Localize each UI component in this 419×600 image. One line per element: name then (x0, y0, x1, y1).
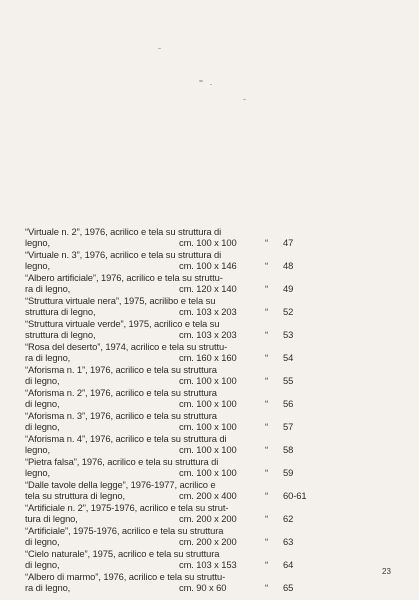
catalog-entry (25, 295, 330, 318)
ditto-mark: “ (265, 260, 269, 272)
entry-title-line: “Aforisma n. 4”, 1976, acrilico e tela su struttura di (25, 433, 227, 444)
entry-title-line: “Virtuale n. 2”, 1976, acrilico e tela su struttura di (25, 226, 222, 237)
catalog-entry (25, 341, 330, 364)
entry-page-ref: 57 (283, 421, 294, 433)
ditto-mark: “ (265, 444, 269, 456)
entry-title-line: “Cielo naturale”, 1975, acrilico e tela su struttura (25, 548, 220, 559)
entry-title-line: “Virtuale n. 3”, 1976, acrilico e tela su struttura di (25, 249, 222, 260)
entry-title-line: “Aforisma n. 2”, 1976, acrilico e tela su struttura (25, 387, 217, 398)
entry-support-line: tura di legno, (25, 513, 78, 525)
entry-dimensions: cm. 103 x 153 (179, 559, 237, 571)
entry-dimensions: cm. 200 x 200 (179, 513, 237, 525)
catalog-entry (25, 364, 330, 387)
ditto-mark: “ (265, 237, 269, 249)
entry-page-ref: 55 (283, 375, 294, 387)
entry-page-ref: 58 (283, 444, 294, 456)
entry-page-ref: 52 (283, 306, 294, 318)
entry-dimensions: cm. 160 x 160 (179, 352, 237, 364)
catalog-entry (25, 456, 330, 479)
entry-dimensions: cm. 90 x 60 (179, 582, 227, 594)
catalog-entry (25, 249, 330, 272)
entry-page-ref: 56 (283, 398, 294, 410)
entry-support-line: legno, (25, 444, 50, 456)
page-number: 23 (382, 567, 391, 576)
ditto-mark: “ (265, 306, 269, 318)
catalog-entry (25, 479, 330, 502)
entry-support-line: ra di legno, (25, 352, 71, 364)
entry-support-line: ra di legno, (25, 283, 71, 295)
catalog-entry (25, 571, 330, 594)
ditto-mark: “ (265, 513, 269, 525)
entry-title-line: “Albero di marmo”, 1976, acrilico e tela su struttu- (25, 571, 226, 582)
entry-dimensions: cm. 100 x 100 (179, 398, 237, 410)
entry-support-line: legno, (25, 467, 50, 479)
entry-support-line: di legno, (25, 536, 60, 548)
entry-support-line: legno, (25, 260, 50, 272)
entry-support-line: struttura di legno, (25, 306, 96, 318)
entry-page-ref: 59 (283, 467, 294, 479)
entry-support-line: di legno, (25, 559, 60, 571)
paper-speck (243, 99, 246, 100)
entry-title-line: “Dalle tavole della legge”, 1976-1977, acrilico e (25, 479, 216, 490)
catalog-entry (25, 272, 330, 295)
entry-dimensions: cm. 100 x 100 (179, 444, 237, 456)
catalog-entry (25, 318, 330, 341)
entry-dimensions: cm. 200 x 400 (179, 490, 237, 502)
entry-title-line: “Struttura virtuale nera”, 1975, acrilibo e tela su (25, 295, 216, 306)
ditto-mark: “ (265, 582, 269, 594)
entry-title-line: “Artificiale”, 1975-1976, acrilico e tela su struttura (25, 525, 224, 536)
ditto-mark: “ (265, 536, 269, 548)
entry-dimensions: cm. 100 x 100 (179, 375, 237, 387)
entry-dimensions: cm. 100 x 146 (179, 260, 237, 272)
entry-support-line: di legno, (25, 421, 60, 433)
entry-page-ref: 53 (283, 329, 294, 341)
entry-title-line: “Artificiale n. 2”, 1975-1976, acrilico e tela su strut- (25, 502, 229, 513)
entry-support-line: legno, (25, 237, 50, 249)
catalog-entry (25, 525, 330, 548)
entry-dimensions: cm. 100 x 100 (179, 421, 237, 433)
entry-title-line: “Rosa del deserto”, 1974, acrilico e tela su struttu- (25, 341, 228, 352)
entry-dimensions: cm. 100 x 100 (179, 467, 237, 479)
entry-title-line: “Aforisma n. 3”, 1976, acrilico e tela su struttura (25, 410, 217, 421)
entry-support-line: ra di legno, (25, 582, 71, 594)
ditto-mark: “ (265, 559, 269, 571)
ditto-mark: “ (265, 467, 269, 479)
paper-speck (210, 84, 212, 85)
entry-title-line: “Albero artificiale”, 1976, acrilico e tela su struttu- (25, 272, 223, 283)
paper-speck (199, 80, 203, 82)
entry-support-line: di legno, (25, 375, 60, 387)
entry-page-ref: 47 (283, 237, 294, 249)
entry-dimensions: cm. 120 x 140 (179, 283, 237, 295)
entry-dimensions: cm. 103 x 203 (179, 306, 237, 318)
catalog-entry (25, 433, 330, 456)
entry-support-line: struttura di legno, (25, 329, 96, 341)
ditto-mark: “ (265, 375, 269, 387)
entry-page-ref: 65 (283, 582, 294, 594)
ditto-mark: “ (265, 398, 269, 410)
entry-dimensions: cm. 103 x 203 (179, 329, 237, 341)
entry-dimensions: cm. 100 x 100 (179, 237, 237, 249)
ditto-mark: “ (265, 283, 269, 295)
catalog-entry (25, 410, 330, 433)
entry-dimensions: cm. 200 x 200 (179, 536, 237, 548)
ditto-mark: “ (265, 352, 269, 364)
ditto-mark: “ (265, 490, 269, 502)
entry-page-ref: 62 (283, 513, 294, 525)
ditto-mark: “ (265, 421, 269, 433)
entry-page-ref: 48 (283, 260, 294, 272)
entry-page-ref: 54 (283, 352, 294, 364)
entry-page-ref: 49 (283, 283, 294, 295)
entry-title-line: “Pietra falsa”, 1976, acrilico e tela su struttura di (25, 456, 219, 467)
entry-support-line: tela su struttura di legno, (25, 490, 125, 502)
entry-title-line: “Struttura virtuale verde”, 1975, acrilico e tela su (25, 318, 220, 329)
entry-title-line: “Aforisma n. 1”, 1976, acrilico e tela su struttura (25, 364, 217, 375)
ditto-mark: “ (265, 329, 269, 341)
entry-page-ref: 60-61 (283, 490, 307, 502)
catalog-entry (25, 548, 330, 571)
entry-support-line: di legno, (25, 398, 60, 410)
catalog-entry (25, 226, 330, 249)
entry-page-ref: 63 (283, 536, 294, 548)
entry-page-ref: 64 (283, 559, 294, 571)
works-list (25, 226, 330, 594)
catalog-entry (25, 502, 330, 525)
catalog-entry (25, 387, 330, 410)
paper-speck (158, 48, 161, 49)
